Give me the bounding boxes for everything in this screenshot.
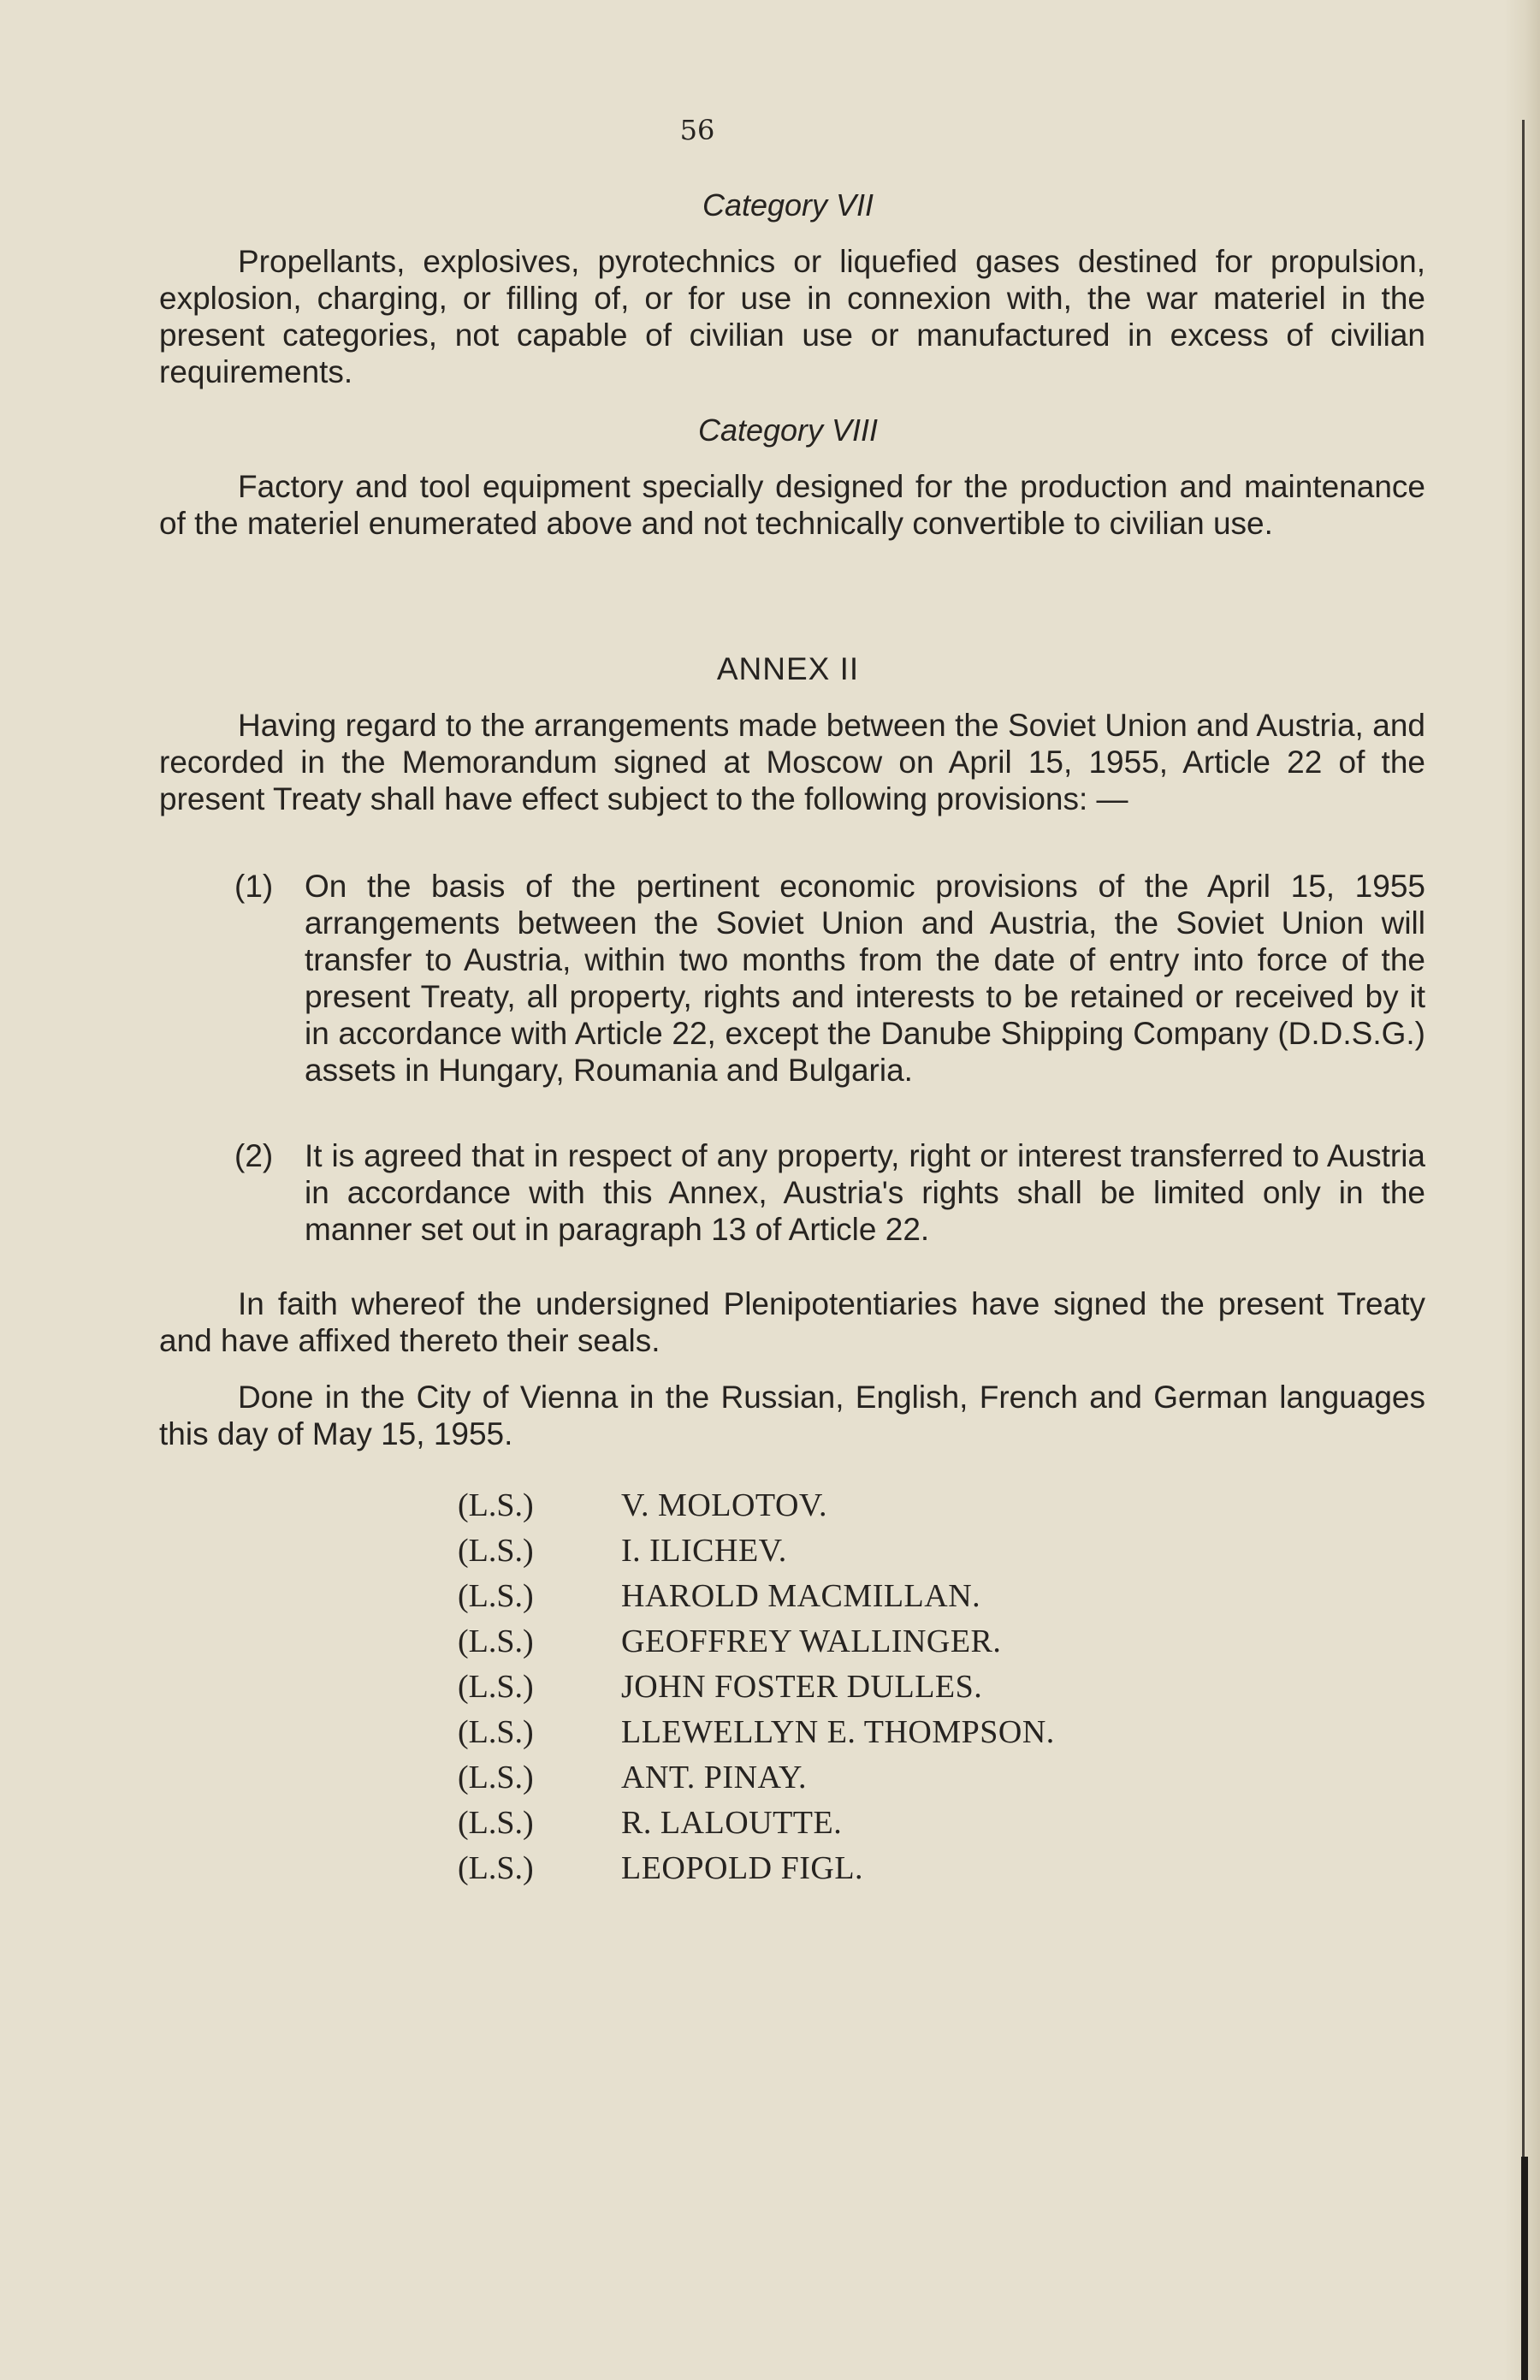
category-viii-heading: Category VIII [697,412,879,448]
page-number: 56 [679,114,715,146]
category-vii-text: Propellants, explosives, pyrotechnics or liquefied gases destined for propulsion, explosion, charging, or filling of, or for use in connexion with, the war materiel in the present categories, not capable of civilian use or manufactured in excess of civilian requirements. [159,244,1425,389]
done-paragraph [159,1379,1425,1452]
signature-row [458,1754,1055,1800]
signature-block [458,1482,1055,1890]
seal-mark: (L.S.) [458,1532,534,1569]
seal-mark: (L.S.) [458,1623,534,1659]
signatory-name: V. MOLOTOV. [621,1487,827,1523]
category-vii-heading: Category VII [702,187,874,223]
seal-mark: (L.S.) [458,1668,534,1705]
provision-number: (1) [234,869,274,904]
seal-mark: (L.S.) [458,1713,534,1750]
seal-mark: (L.S.) [458,1577,534,1614]
in-faith-text: In faith whereof the undersigned Plenipotentiaries have signed the present Treaty and have affixed thereto their seals. [159,1286,1425,1358]
signature-row [458,1800,1055,1845]
annex-ii-heading: ANNEX II [716,651,860,686]
signature-row [458,1664,1055,1709]
provision-text: On the basis of the pertinent economic provisions of the April 15, 1955 arrangements between the Soviet Union and Austria, the Soviet Union will transfer to Austria, within two months from the date of entry into force of the present Treaty, all property, rights and interests to be retained or received by it in accordance with Article 22, except the Danube Shipping Company (D.D.S.G.) assets in Hungary, Roumania and Bulgaria. [305,869,1425,1088]
signatory-name: R. LALOUTTE. [621,1804,843,1841]
signature-row [458,1618,1055,1664]
signatory-name: ANT. PINAY. [621,1759,808,1795]
category-vii-paragraph [159,243,1425,390]
signature-row [458,1845,1055,1890]
seal-mark: (L.S.) [458,1487,534,1523]
seal-mark: (L.S.) [458,1849,534,1886]
signatory-name: HAROLD MACMILLAN. [621,1577,981,1614]
annex-intro-paragraph [159,707,1425,817]
in-faith-paragraph [159,1285,1425,1359]
signatory-name: LLEWELLYN E. THOMPSON. [621,1713,1055,1750]
signatory-name: JOHN FOSTER DULLES. [621,1668,983,1705]
binding-edge-line [1522,120,1525,2345]
binding-edge-shadow [1521,2157,1528,2380]
signatory-name: GEOFFREY WALLINGER. [621,1623,1002,1659]
signature-row [458,1573,1055,1618]
signatory-name: LEOPOLD FIGL. [621,1849,864,1886]
signature-row [458,1528,1055,1573]
provision-text: It is agreed that in respect of any property, right or interest transferred to Austria in accordance with this Annex, Austria's rights shall be limited only in the manner set out in paragraph 13 of Article 22. [305,1138,1425,1247]
provision-number: (2) [234,1138,274,1173]
seal-mark: (L.S.) [458,1804,534,1841]
signature-row [458,1482,1055,1528]
signatory-name: I. ILICHEV. [621,1532,787,1569]
category-viii-paragraph [159,468,1425,542]
seal-mark: (L.S.) [458,1759,534,1795]
category-viii-text: Factory and tool equipment specially designed for the production and maintenance of the materiel enumerated above and not technically convertible to civilian use. [159,469,1425,541]
done-text: Done in the City of Vienna in the Russian, English, French and German languages this day of May 15, 1955. [159,1380,1425,1451]
annex-intro-text: Having regard to the arrangements made between the Soviet Union and Austria, and recorded in the Memorandum signed at Moscow on April 15, 1955, Article 22 of the present Treaty shall have effect subject to the following provisions: — [159,708,1425,816]
signature-row [458,1709,1055,1754]
